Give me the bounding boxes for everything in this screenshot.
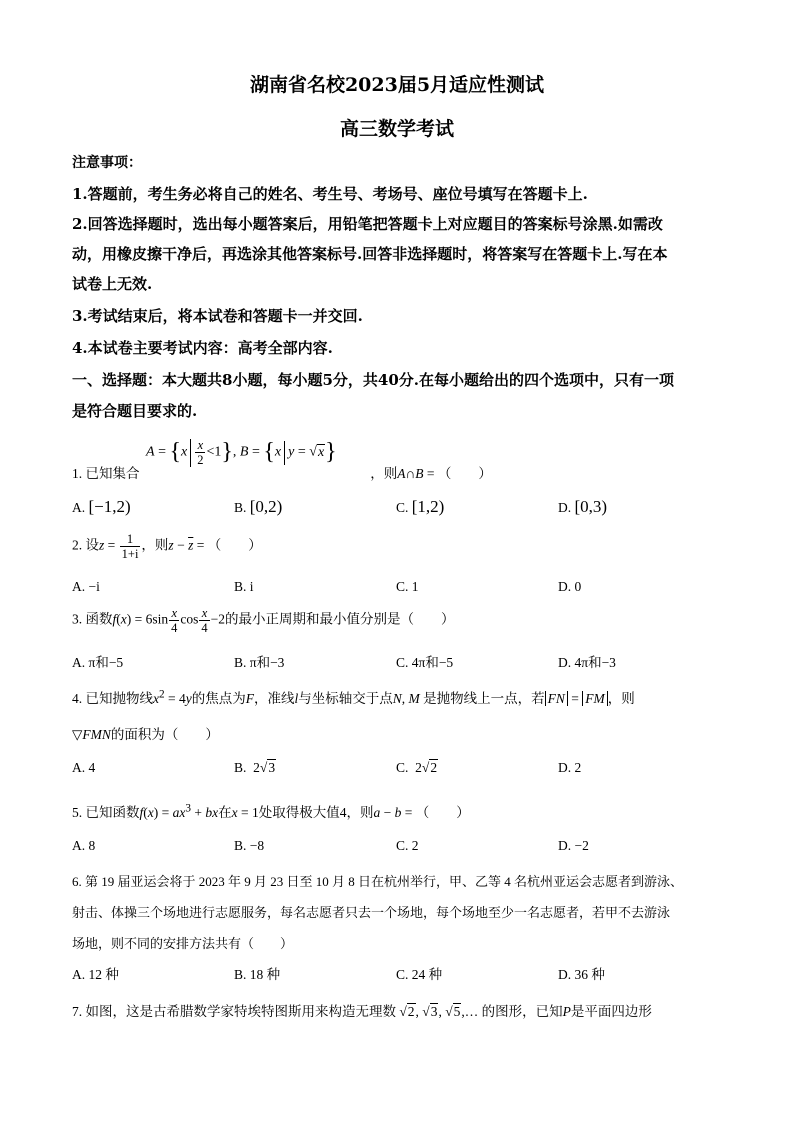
q1-prefix: 已知集合 (85, 466, 140, 481)
q5-option-d: D. −2 (558, 838, 589, 853)
exam-subtitle: 高三数学考试 (339, 118, 454, 140)
q2-option-a: A. −i (72, 579, 100, 594)
exam-title: 湖南省名校2023届5月适应性测试 (249, 74, 545, 96)
q3-option-c: C. 4π和−5 (396, 655, 454, 670)
q6-option-c: C. 24 种 (396, 967, 443, 982)
q5-option-c: C. 2 (396, 838, 419, 853)
q3-option-b: B. π和−3 (234, 655, 285, 670)
section1-heading: 一、选择题：本大题共8小题，每小题5分，共40分.在每小题给出的四个选项中，只有一项 (72, 371, 674, 389)
q3-option-d: D. 4π和−3 (558, 655, 616, 670)
q2-option-b: B. i (234, 579, 254, 594)
q5-option-b: B. −8 (234, 838, 265, 853)
q1-number: 1. (72, 466, 83, 481)
q6-text-cont: 射击、体操三个场地进行志愿服务，每名志愿者只去一个场地，每个场地至少一名志愿者，若甲不去游泳 (72, 905, 671, 920)
q6-option-a: A. 12 种 (72, 967, 119, 982)
q3-option-a: A. π和−5 (72, 655, 124, 670)
q5-option-a: A. 8 (72, 838, 96, 853)
notice-item-1: 1.答题前，考生务必将自己的姓名、考生号、考场号、座位号填写在答题卡上. (72, 185, 588, 203)
q2-option-d: D. 0 (558, 579, 582, 594)
q6-text-end: 场地，则不同的安排方法共有（ ） (72, 936, 294, 951)
q4-option-d: D. 2 (558, 760, 582, 775)
section1-heading-cont: 是符合题目要求的. (72, 402, 198, 420)
q3-text: 3. 函数f(x) = 6sin $\frac{x}{4}$ cos $\frac{x}{4}$ −2的最小正周期和最小值分别是（ ） (72, 606, 455, 635)
q4-option-b: B. 2√3 (234, 760, 276, 775)
q1-option-b: B. [0,2) (234, 497, 283, 516)
q4-option-c: C. 2√2 (396, 760, 438, 775)
q1-option-c: C. [1,2) (396, 497, 445, 516)
q1-option-a: A. [−1,2) (72, 497, 131, 516)
q1-set-expression: A = {x $\frac{x}{2}$ <1}, B = {x y = √x} (146, 438, 337, 467)
q7-text: 7. 如图，这是古希腊数学家特埃特图斯用来构造无理数 √2, √3, √5,… 的图形，已知P是平面四边形 (72, 1004, 652, 1019)
q5-text: 5. 已知函数$f(x) = ax^3$ + bx在x = 1处取得极大值4，则a − b = （ ） (72, 802, 470, 820)
q1-suffix: ，则 (370, 466, 398, 481)
q1-tail: （ ） (437, 466, 492, 481)
q4-option-a: A. 4 (72, 760, 96, 775)
notice-item-2-end: 试卷上无效. (72, 275, 153, 293)
q2-option-c: C. 1 (396, 579, 419, 594)
notice-item-3: 3.考试结束后，将本试卷和答题卡一并交回. (72, 307, 363, 325)
q1-option-d: D. [0,3) (558, 497, 608, 516)
q2-text: 2. 设z = $\frac{1}{1+i}$ ，则$z - \overline{z}$ = （ ） (72, 532, 262, 561)
q6-option-b: B. 18 种 (234, 967, 281, 982)
q6-option-d: D. 36 种 (558, 967, 605, 982)
notice-heading: 注意事项： (72, 155, 142, 171)
notice-item-2: 2.回答选择题时，选出每小题答案后，用铅笔把答题卡上对应题目的答案标号涂黑.如需改 (72, 215, 663, 233)
q4-text: 4. 已知抛物线$x^2 = 4y$的焦点为F，准线l与坐标轴交于点N, M 是抛物线上一点，若 FN = FM ，则 (72, 688, 635, 706)
notice-item-2-cont: 动，用橡皮擦干净后，再选涂其他答案标号.回答非选择题时，将答案写在答题卡上.写在本 (72, 245, 668, 263)
q4-text-cont: ▽FMN的面积为（ ） (72, 727, 219, 742)
q1-text: 1. 已知集合 ，则A∩B = （ ） (72, 466, 492, 481)
notice-item-4: 4.本试卷主要考试内容：高考全部内容. (72, 339, 333, 357)
q6-text: 6. 第 19 届亚运会将于 2023 年 9 月 23 日至 10 月 8 日在杭州举行，甲、乙等 4 名杭州亚运会志愿者到游泳、 (72, 874, 684, 889)
